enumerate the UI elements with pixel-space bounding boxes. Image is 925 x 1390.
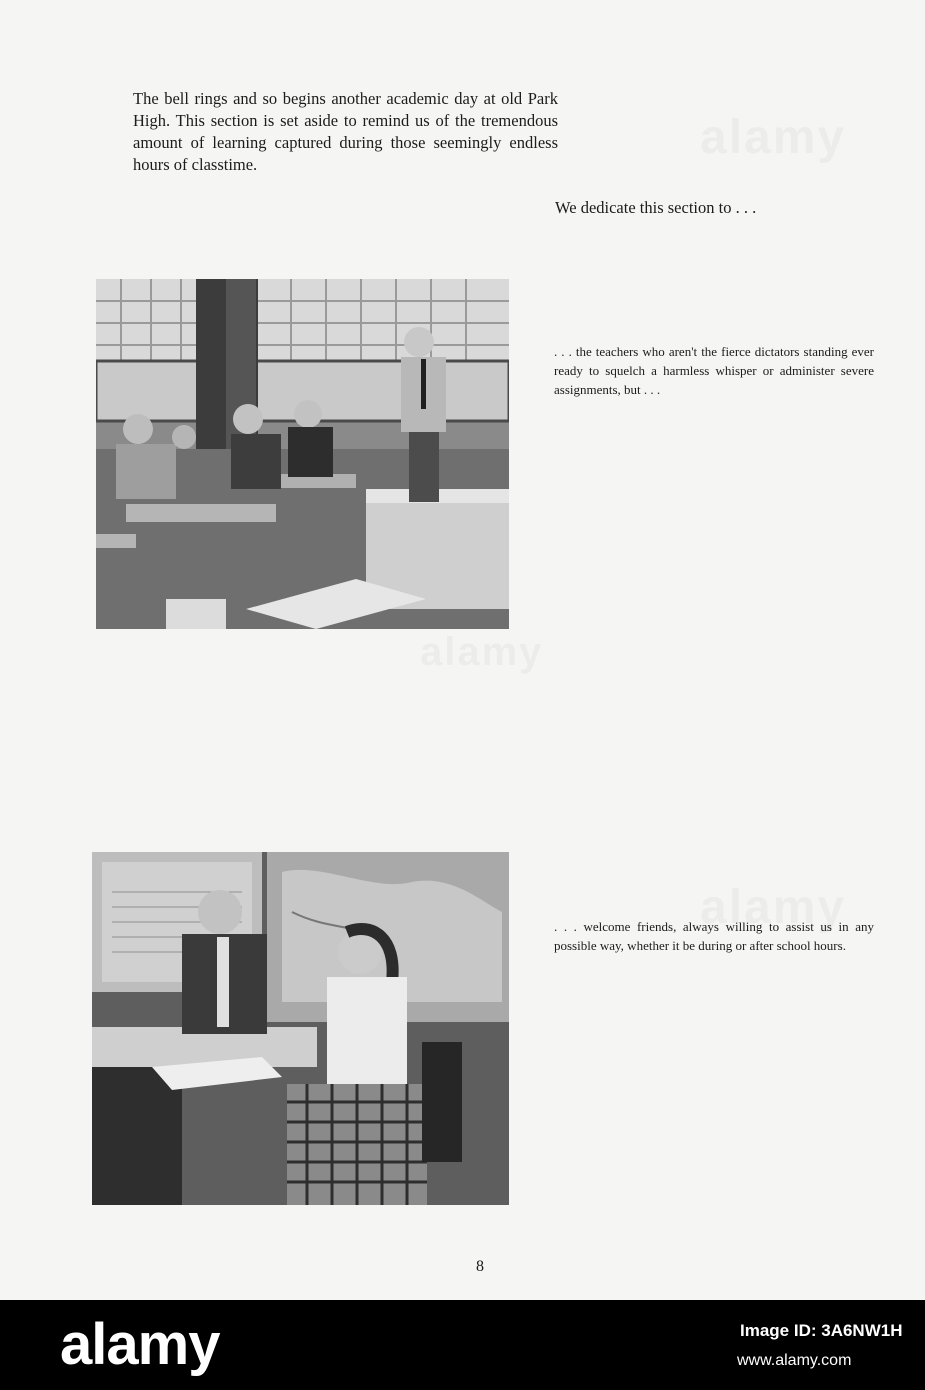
image-id-label: Image ID: 3A6NW1H xyxy=(740,1321,903,1340)
tutoring-photo xyxy=(92,852,509,1205)
watermark-fragment xyxy=(700,110,846,165)
dedication-line: We dedicate this section to . . . xyxy=(555,198,757,217)
watermark-fragment xyxy=(420,630,543,675)
alamy-logo: alamy xyxy=(60,1312,220,1377)
caption-friends: . . . welcome friends, always willing to assist us in any possible way, whether it be during or after school hours. xyxy=(554,919,874,953)
caption-teachers: . . . the teachers who aren't the fierce dictators standing ever ready to squelch a harmless whisper or administer severe assignments, but . . . xyxy=(554,344,874,397)
page-number: 8 xyxy=(476,1258,484,1275)
intro-paragraph: The bell rings and so begins another academic day at old Park High. This section is set aside to remind us of the tremendous amount of learning captured during those seemingly endless hours of classtime. xyxy=(133,89,558,174)
stock-footer-bar xyxy=(0,1300,925,1390)
site-url: www.alamy.com xyxy=(737,1352,852,1369)
classroom-photo xyxy=(96,279,509,629)
